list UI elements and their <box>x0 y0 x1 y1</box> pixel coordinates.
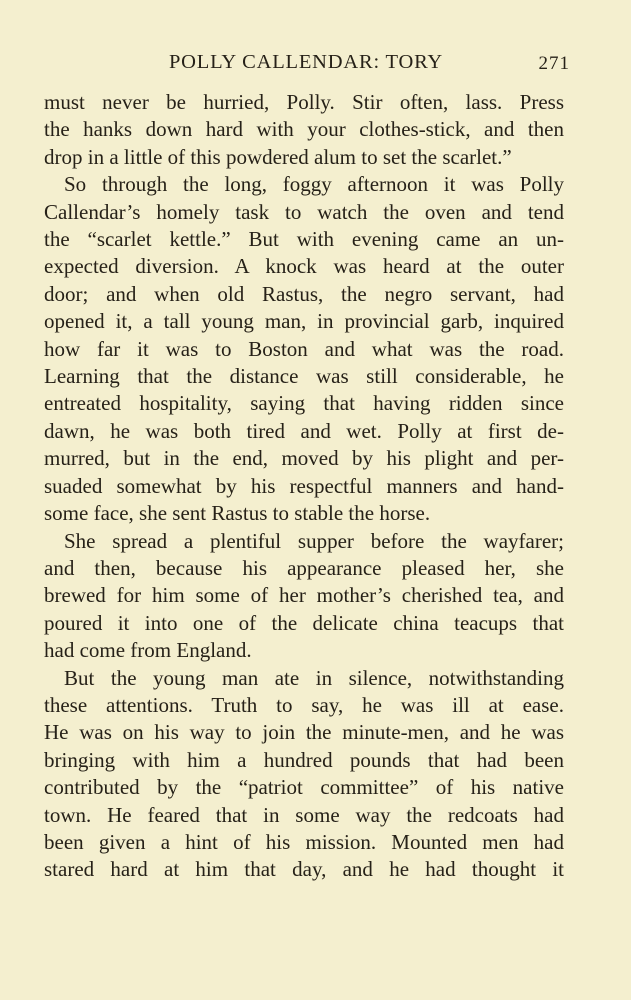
paragraph <box>44 528 564 665</box>
text-line: some face, she sent Rastus to stable the horse. <box>44 501 431 526</box>
text-line: bringing with him a hundred pounds that had been <box>44 747 564 772</box>
text-line: suaded somewhat by his respectful manners and hand- <box>44 473 564 498</box>
text-line: So through the long, foggy afternoon it was Polly <box>64 172 564 197</box>
text-line: poured it into one of the delicate china teacups that <box>44 610 564 635</box>
text-line: opened it, a tall young man, in provincial garb, inquired <box>44 309 564 334</box>
text-line: dawn, he was both tired and wet. Polly at first de- <box>44 418 564 443</box>
text-line: stared hard at him that day, and he had thought it <box>44 857 564 882</box>
paragraph <box>44 171 564 527</box>
text-line: entreated hospitality, saying that having ridden since <box>44 391 564 416</box>
text-line: brewed for him some of her mother’s cherished tea, and <box>44 583 564 608</box>
running-title: POLLY CALLENDAR: TORY <box>168 51 444 73</box>
text-line: contributed by the “patriot committee” of his native <box>44 775 564 800</box>
text-line: Callendar’s homely task to watch the oven and tend <box>44 199 564 224</box>
text-line: had come from England. <box>44 638 252 663</box>
text-line: these attentions. Truth to say, he was ill at ease. <box>44 692 564 717</box>
text-line: must never be hurried, Polly. Stir often, lass. Press <box>44 90 564 114</box>
text-line: how far it was to Boston and what was the road. <box>44 336 564 361</box>
text-line: But the young man ate in silence, notwithstanding <box>64 665 564 690</box>
text-line: door; and when old Rastus, the negro servant, had <box>44 281 564 306</box>
text-line: and then, because his appearance pleased her, she <box>44 555 564 580</box>
page-number: 271 <box>538 53 570 74</box>
text-line: the “scarlet kettle.” But with evening came an un- <box>44 227 564 252</box>
text-line: the hanks down hard with your clothes-stick, and then <box>44 117 564 142</box>
text-line: murred, but in the end, moved by his plight and per- <box>44 446 564 471</box>
text-line: She spread a plentiful supper before the wayfarer; <box>64 528 564 553</box>
body-text <box>44 89 564 884</box>
text-line: expected diversion. A knock was heard at the outer <box>44 254 564 279</box>
text-line: town. He feared that in some way the redcoats had <box>44 802 564 827</box>
running-head <box>0 48 631 76</box>
text-line: drop in a little of this powdered alum to set the scarlet.” <box>44 144 512 169</box>
paragraph <box>44 89 564 171</box>
text-line: been given a hint of his mission. Mounted men had <box>44 829 564 854</box>
text-line: He was on his way to join the minute-men, and he was <box>44 720 564 745</box>
paragraph <box>44 665 564 884</box>
text-line: Learning that the distance was still considerable, he <box>44 364 564 389</box>
